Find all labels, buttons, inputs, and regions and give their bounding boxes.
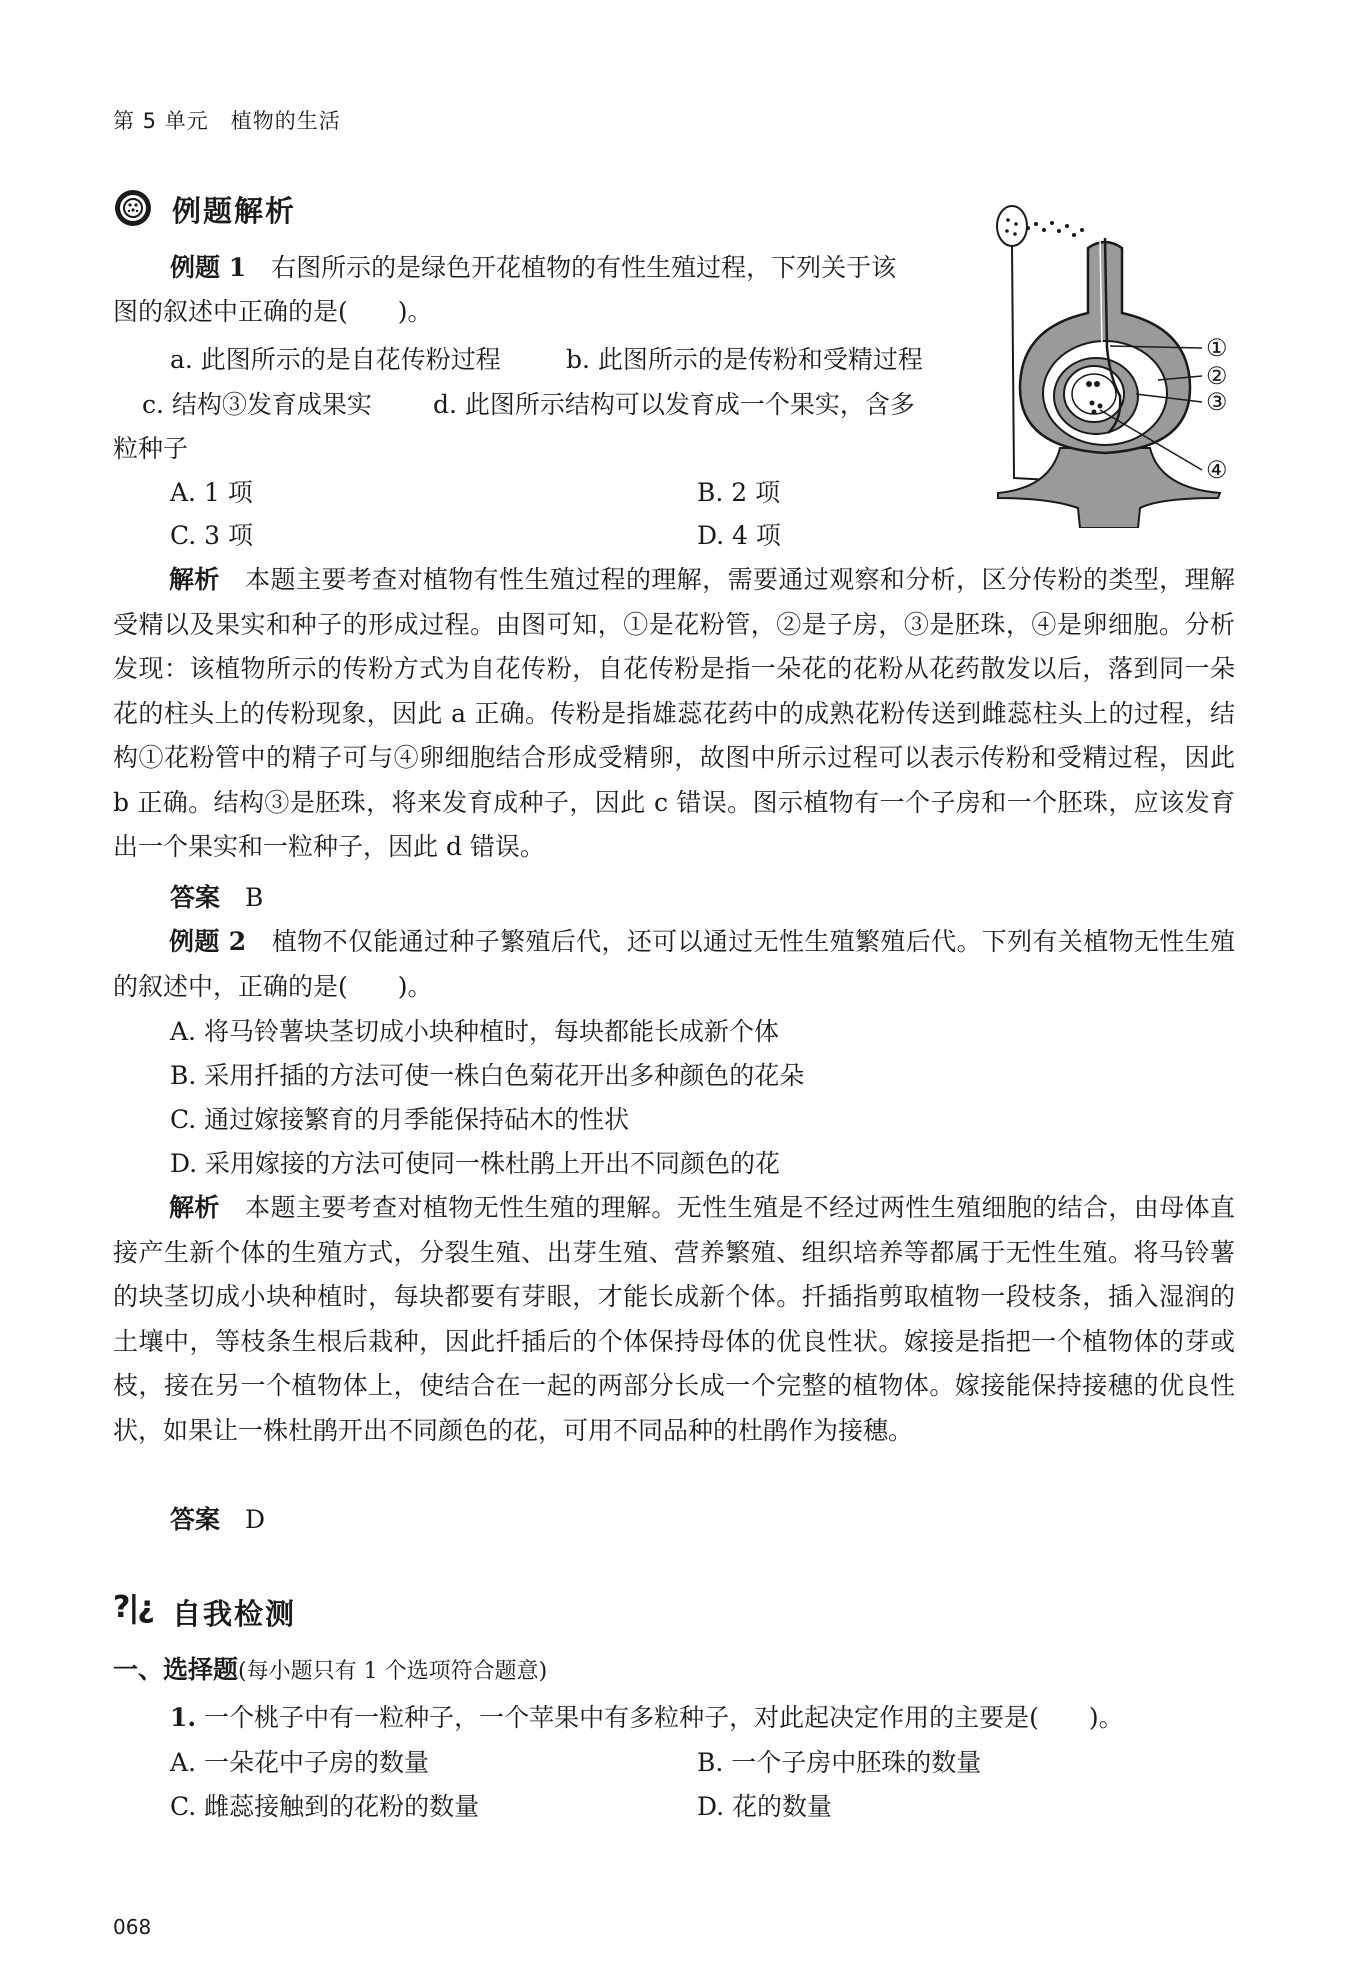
example1-label: 例题 1 bbox=[170, 253, 247, 282]
example1-statement-a: a. 此图所示的是自花传粉过程 bbox=[170, 345, 501, 374]
example1-answer-value: B bbox=[245, 883, 264, 912]
example2-answer-value: D bbox=[245, 1505, 266, 1534]
example1-question-line1: 例题 1 右图所示的是绿色开花植物的有性生殖过程，下列关于该 bbox=[170, 253, 897, 282]
example1-analysis: 解析 本题主要考查对植物有性生殖过程的理解，需要通过观察和分析，区分传粉的类型，理解受精以及果实和种子的形成过程。由图可知，①是花粉管，②是子房，③是胚珠，④是卵细胞。分析发现：该植物所示的传粉方式为自花传粉，自花传粉是指一朵花的花粉从花药散发以后，落到同一朵花的柱头上的传粉现象，因此 a 正确。传粉是指雄蕊花药中的成熟花粉传送到雌蕊柱头上的过程，结构①花粉管中的精子可与④卵细胞结合形成受精卵，故图中所示过程可以表示传粉和受精过程，因此 b 正确。结构③是胚珠，将来发育成种子，因此 c 错误。图示植物有一个子房和一个胚珠，应该发育出一个果实和一粒种子，因此 d 错误。 bbox=[113, 565, 1235, 861]
example1-option-a: A. 1 项 bbox=[170, 478, 253, 507]
example2-answer: 答案 D bbox=[170, 1505, 266, 1534]
example1-option-d: D. 4 项 bbox=[697, 521, 781, 550]
example1-question-line2: 图的叙述中正确的是( )。 bbox=[113, 297, 433, 326]
example1-statement-d: d. 此图所示结构可以发育成一个果实，含多 bbox=[433, 390, 915, 419]
q1-option-d: D. 花的数量 bbox=[697, 1792, 833, 1821]
section-title-examples: 例题解析 bbox=[172, 194, 297, 228]
flower-fertilization-diagram bbox=[990, 198, 1250, 528]
part1-note: (每小题只有 1 个选项符合题意) bbox=[238, 1659, 548, 1684]
example2-option-c: C. 通过嫁接繁育的月季能保持砧木的性状 bbox=[170, 1105, 630, 1134]
q1-option-b: B. 一个子房中胚珠的数量 bbox=[697, 1748, 982, 1777]
running-header: 第 5 单元 植物的生活 bbox=[113, 109, 341, 133]
figure-label-3: ③ bbox=[1206, 388, 1228, 416]
q1-option-c: C. 雌蕊接触到的花粉的数量 bbox=[170, 1792, 480, 1821]
part1-heading: 一、选择题(每小题只有 1 个选项符合题意) bbox=[113, 1655, 548, 1684]
example2-option-a: A. 将马铃薯块茎切成小块种植时，每块都能长成新个体 bbox=[170, 1017, 779, 1046]
example2-label: 例题 2 bbox=[169, 927, 247, 956]
example2-option-b: B. 采用扦插的方法可使一株白色菊花开出多种颜色的花朵 bbox=[170, 1061, 805, 1090]
q1-number: 1. bbox=[170, 1703, 197, 1732]
q1-text: 1. 一个桃子中有一粒种子，一个苹果中有多粒种子，对此起决定作用的主要是( )。 bbox=[170, 1703, 1124, 1732]
example1-statement-d-cont: 粒种子 bbox=[113, 434, 189, 463]
figure-label-2: ② bbox=[1206, 362, 1228, 390]
example2-option-d: D. 采用嫁接的方法可使同一株杜鹃上开出不同颜色的花 bbox=[170, 1149, 781, 1178]
self-check-icon: ?|¿ bbox=[113, 1590, 153, 1625]
example1-option-b: B. 2 项 bbox=[697, 478, 781, 507]
section-title-self-check: 自我检测 bbox=[172, 1597, 297, 1631]
example1-option-c: C. 3 项 bbox=[170, 521, 253, 550]
example1-statement-c: c. 结构③发育成果实 bbox=[142, 390, 372, 419]
figure-label-1: ① bbox=[1206, 334, 1228, 362]
example2-question: 例题 2 植物不仅能通过种子繁殖后代，还可以通过无性生殖繁殖后代。下列有关植物无性生殖的叙述中，正确的是( )。 bbox=[113, 927, 1235, 1001]
q1-option-a: A. 一朵花中子房的数量 bbox=[170, 1748, 429, 1777]
page-number: 068 bbox=[113, 1915, 152, 1939]
example-section-icon bbox=[113, 188, 153, 228]
figure-label-4: ④ bbox=[1206, 456, 1228, 484]
example1-analysis-label: 解析 bbox=[169, 565, 220, 594]
example2-analysis-label: 解析 bbox=[169, 1193, 220, 1222]
example1-answer: 答案 B bbox=[170, 883, 264, 912]
example2-analysis: 解析 本题主要考查对植物无性生殖的理解。无性生殖是不经过两性生殖细胞的结合，由母体直接产生新个体的生殖方式，分裂生殖、出芽生殖、营养繁殖、组织培养等都属于无性生殖。将马铃薯的块茎切成小块种植时，每块都要有芽眼，才能长成新个体。扦插指剪取植物一段枝条，插入湿润的土壤中，等枝条生根后栽种，因此扦插后的个体保持母体的优良性状。嫁接是指把一个植物体的芽或枝，接在另一个植物体上，使结合在一起的两部分长成一个完整的植物体。嫁接能保持接穗的优良性状，如果让一株杜鹃开出不同颜色的花，可用不同品种的杜鹃作为接穗。 bbox=[113, 1193, 1235, 1445]
example1-statement-b: b. 此图所示的是传粉和受精过程 bbox=[566, 345, 923, 374]
